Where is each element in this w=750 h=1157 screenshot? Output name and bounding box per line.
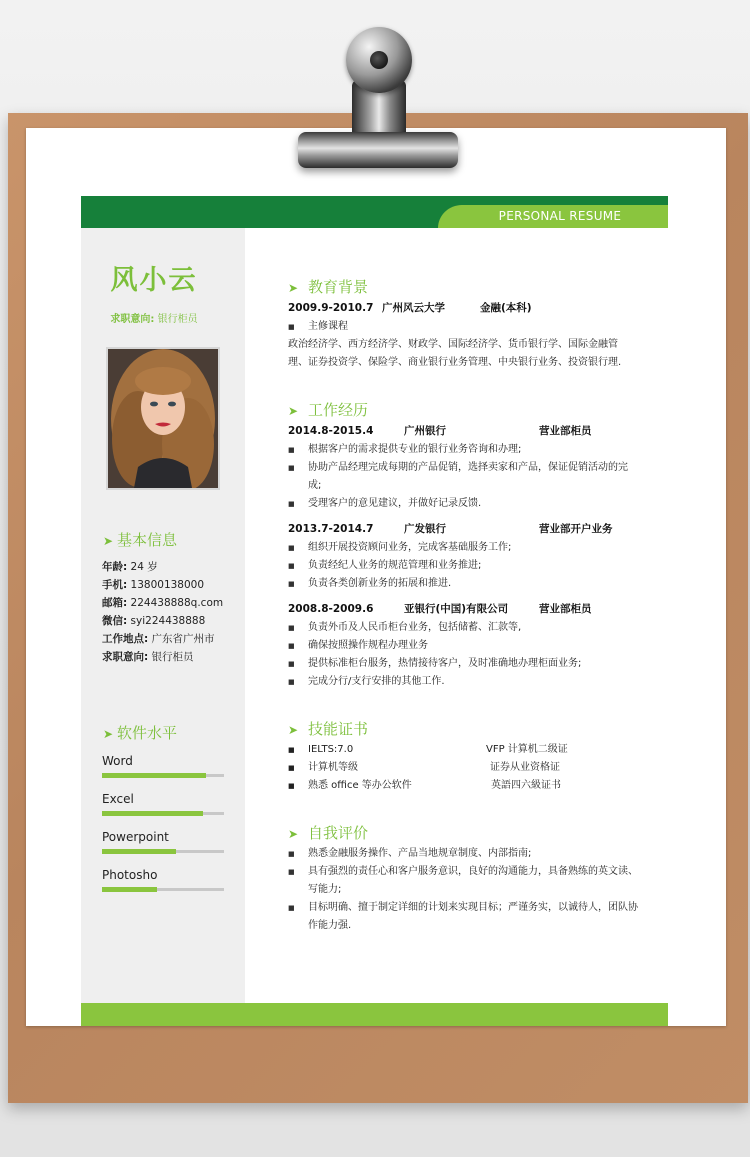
square-bullet-icon: ■ xyxy=(288,904,295,912)
skill-level-bar xyxy=(102,773,206,778)
list-item: ■ 完成分行/支行安排的其他工作. xyxy=(288,673,638,691)
square-bullet-icon: ■ xyxy=(288,746,295,754)
skill-photoshop: Photosho xyxy=(102,867,227,891)
skill-level-bar xyxy=(102,887,157,892)
square-bullet-icon: ■ xyxy=(288,868,295,876)
square-bullet-icon: ■ xyxy=(288,580,295,588)
list-item: ■ 组织开展投资顾问业务，完成客基础服务工作; xyxy=(288,539,638,557)
job-row: 2008.8-2009.6 亚银行(中国)有限公司 营业部柜员 xyxy=(288,603,592,615)
job-intent: 求职意向: 银行柜员 xyxy=(110,314,198,325)
skill-level-bar xyxy=(102,849,176,854)
cert-row: ■ 计算机等级 证券从业资格证 xyxy=(288,759,648,777)
square-bullet-icon: ■ xyxy=(288,642,295,650)
list-item: ■ 根据客户的需求提供专业的银行业务咨询和办理; xyxy=(288,441,638,459)
square-bullet-icon: ■ xyxy=(288,782,295,790)
skill-excel: Excel xyxy=(102,791,227,815)
education-heading: ➤ 教育背景 xyxy=(288,278,369,296)
list-item: ■ 确保按照操作规程办理业务 xyxy=(288,637,638,655)
info-row: 工作地点: 广东省广州市 xyxy=(102,633,215,645)
list-item: ■ 协助产品经理完成每期的产品促销，选择卖家和产品，保证促销活动的完成; xyxy=(288,459,638,495)
square-bullet-icon: ■ xyxy=(288,764,295,772)
job-row: 2014.8-2015.4 广州银行 营业部柜员 xyxy=(288,425,592,437)
info-row: 求职意向: 银行柜员 xyxy=(102,651,194,663)
clip-ring-icon xyxy=(346,27,412,93)
square-bullet-icon: ■ xyxy=(288,323,295,331)
square-bullet-icon: ■ xyxy=(288,464,295,472)
work-heading: ➤ 工作经历 xyxy=(288,401,369,419)
skill-word: Word xyxy=(102,753,227,777)
courses-text: 政治经济学、西方经济学、财政学、国际经济学、货币银行学、国际金融管 理、证券投资学、保险学、商业银行业务管理、中央银行业务、投资银行理. xyxy=(288,339,622,368)
skill-powerpoint: Powerpoint xyxy=(102,829,227,853)
portrait-image xyxy=(108,349,218,488)
info-row: 手机: 13800138000 xyxy=(102,579,205,591)
basic-info-heading: ➤ 基本信息 xyxy=(103,531,178,549)
square-bullet-icon: ■ xyxy=(288,678,295,686)
list-item: ■ 熟悉金融服务操作、产品当地规章制度、内部指南; xyxy=(288,845,638,863)
square-bullet-icon: ■ xyxy=(288,544,295,552)
list-item: ■ 受理客户的意见建议，并做好记录反馈. xyxy=(288,495,638,513)
info-row: 邮箱: 224438888q.com xyxy=(102,597,224,609)
info-row: 微信: syi224438888 xyxy=(102,615,206,627)
list-item: ■ 主修课程 xyxy=(288,318,638,336)
list-item: ■ 目标明确、擅于制定详细的计划来实现目标；严谨务实，以诚待人，团队协作能力强. xyxy=(288,899,638,935)
education-row: 2009.9-2010.7 广州风云大学 金融(本科) xyxy=(288,302,532,314)
info-row: 年龄: 24 岁 xyxy=(102,561,158,573)
list-item: ■ 负责外币及人民币柜台业务，包括储蓄、汇款等, xyxy=(288,619,638,637)
chevron-right-icon: ➤ xyxy=(288,404,299,418)
job-row: 2013.7-2014.7 广发银行 营业部开户业务 xyxy=(288,523,613,535)
skill-level-bar xyxy=(102,811,203,816)
chevron-right-icon: ➤ xyxy=(103,534,114,548)
candidate-name: 风小云 xyxy=(110,265,198,296)
software-heading: ➤ 软件水平 xyxy=(103,724,178,742)
skills-cert-heading: ➤ 技能证书 xyxy=(288,720,369,738)
list-item: ■ 负责经纪人业务的规范管理和业务推进; xyxy=(288,557,638,575)
chevron-right-icon: ➤ xyxy=(288,723,299,737)
square-bullet-icon: ■ xyxy=(288,562,295,570)
cert-row: ■ IELTS:7.0 VFP 计算机二级证 xyxy=(288,741,648,759)
square-bullet-icon: ■ xyxy=(288,660,295,668)
list-item: ■ 提供标准柜台服务，热情接待客户，及时准确地办理柜面业务; xyxy=(288,655,638,673)
square-bullet-icon: ■ xyxy=(288,624,295,632)
square-bullet-icon: ■ xyxy=(288,500,295,508)
basic-info-list xyxy=(102,558,242,666)
avatar xyxy=(106,347,220,490)
resume-banner: PERSONAL RESUME xyxy=(498,209,622,223)
chevron-right-icon: ➤ xyxy=(288,281,299,295)
chevron-right-icon: ➤ xyxy=(288,827,299,841)
footer-bar xyxy=(81,1003,668,1026)
binder-clip-icon xyxy=(298,132,458,168)
square-bullet-icon: ■ xyxy=(288,446,295,454)
chevron-right-icon: ➤ xyxy=(103,727,114,741)
list-item: ■ 具有强烈的责任心和客户服务意识，良好的沟通能力，具备熟练的英文读、写能力; xyxy=(288,863,638,899)
self-eval-heading: ➤ 自我评价 xyxy=(288,824,369,842)
list-item: ■ 负责各类创新业务的拓展和推进. xyxy=(288,575,638,593)
cert-row: ■ 熟悉 office 等办公软件 英語四六級证书 xyxy=(288,777,648,795)
square-bullet-icon: ■ xyxy=(288,850,295,858)
